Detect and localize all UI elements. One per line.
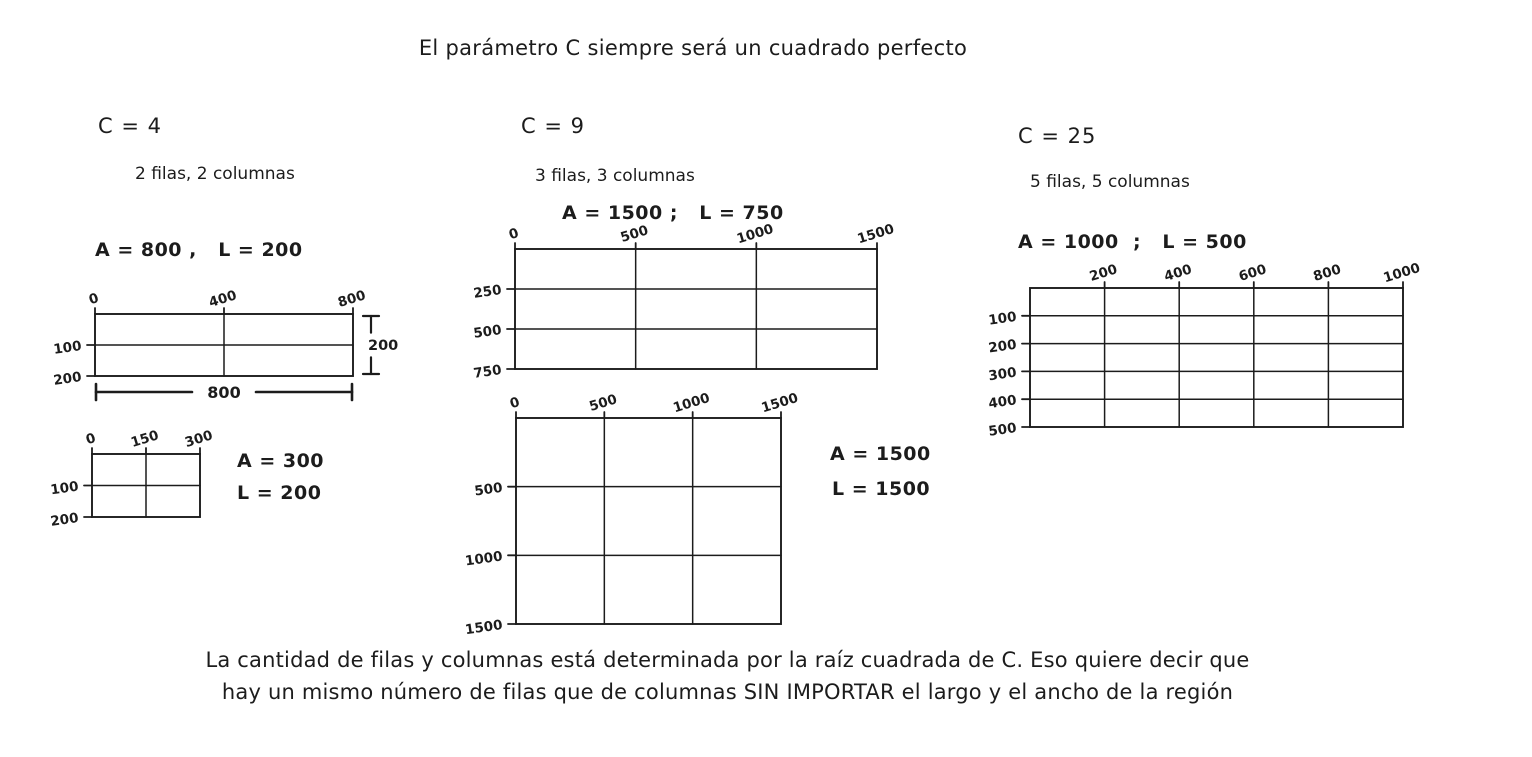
svg-text:400: 400 bbox=[1162, 261, 1194, 285]
footer-note bbox=[100, 645, 1355, 709]
page-title: El parámetro C siempre será un cuadrado perfecto bbox=[418, 36, 968, 60]
area-length-label: A = 800 , L = 200 bbox=[95, 239, 303, 261]
grid-drawing bbox=[472, 221, 897, 382]
svg-text:200: 200 bbox=[368, 338, 399, 354]
svg-text:200: 200 bbox=[987, 336, 1018, 357]
svg-text:1000: 1000 bbox=[734, 221, 776, 248]
svg-text:800: 800 bbox=[1311, 261, 1344, 285]
section-heading: C = 25 bbox=[1018, 124, 1097, 148]
svg-text:400: 400 bbox=[987, 392, 1018, 413]
svg-text:500: 500 bbox=[472, 322, 503, 342]
svg-text:500: 500 bbox=[587, 391, 619, 415]
area-length-label: A = 1000 ; L = 500 bbox=[1018, 231, 1247, 253]
footer-line-1: La cantidad de filas y columnas está determinada por la raíz cuadrada de C. Eso quiere decir que bbox=[205, 648, 1250, 672]
grid-3x3-1500x1500 bbox=[464, 390, 801, 639]
svg-text:100: 100 bbox=[987, 308, 1018, 329]
grid-3x3-1500x750 bbox=[472, 221, 897, 382]
grid-drawing bbox=[464, 390, 801, 639]
svg-text:200: 200 bbox=[1087, 261, 1120, 285]
section-subtitle: 3 filas, 3 columnas bbox=[535, 166, 695, 186]
svg-text:750: 750 bbox=[472, 362, 503, 382]
svg-text:1500: 1500 bbox=[464, 617, 504, 639]
area-length-label: A = 1500 ; L = 750 bbox=[562, 202, 784, 224]
grid-5x5-1000x500 bbox=[987, 260, 1423, 440]
area-label: A = 300 bbox=[237, 450, 325, 472]
svg-text:1000: 1000 bbox=[1381, 260, 1423, 287]
grid-drawing bbox=[52, 287, 399, 402]
section-heading: C = 9 bbox=[521, 114, 585, 138]
svg-text:200: 200 bbox=[52, 369, 83, 389]
svg-text:100: 100 bbox=[49, 478, 80, 499]
svg-text:400: 400 bbox=[207, 287, 239, 311]
svg-text:300: 300 bbox=[183, 427, 215, 451]
svg-text:500: 500 bbox=[473, 479, 504, 500]
section-heading: C = 4 bbox=[98, 114, 162, 138]
svg-text:300: 300 bbox=[987, 364, 1018, 385]
svg-text:600: 600 bbox=[1236, 261, 1269, 285]
svg-text:0: 0 bbox=[86, 290, 101, 309]
length-label: L = 200 bbox=[237, 482, 322, 504]
svg-text:100: 100 bbox=[52, 338, 83, 358]
section-subtitle: 5 filas, 5 columnas bbox=[1030, 172, 1190, 192]
length-label: L = 1500 bbox=[832, 478, 931, 500]
footer-line-2: hay un mismo número de filas que de columnas SIN IMPORTAR el largo y el ancho de la región bbox=[221, 679, 1234, 704]
grid-2x2-800x200 bbox=[52, 287, 399, 402]
svg-text:1500: 1500 bbox=[759, 390, 801, 417]
svg-text:0: 0 bbox=[506, 225, 521, 244]
svg-text:1000: 1000 bbox=[671, 390, 712, 417]
svg-text:500: 500 bbox=[618, 222, 651, 246]
svg-text:1000: 1000 bbox=[464, 548, 504, 570]
grid-2x2-300x200 bbox=[49, 427, 215, 530]
svg-text:250: 250 bbox=[472, 282, 503, 302]
section-subtitle: 2 filas, 2 columnas bbox=[135, 164, 295, 184]
svg-text:500: 500 bbox=[987, 420, 1018, 440]
svg-text:150: 150 bbox=[129, 427, 161, 451]
grid-drawing bbox=[987, 260, 1423, 440]
svg-text:0: 0 bbox=[507, 394, 522, 413]
svg-text:1500: 1500 bbox=[855, 221, 897, 248]
grid-drawing bbox=[49, 427, 215, 530]
svg-text:800: 800 bbox=[336, 287, 368, 311]
svg-text:800: 800 bbox=[207, 383, 241, 402]
area-label: A = 1500 bbox=[830, 443, 931, 465]
svg-text:200: 200 bbox=[49, 510, 80, 530]
svg-text:0: 0 bbox=[83, 430, 98, 449]
